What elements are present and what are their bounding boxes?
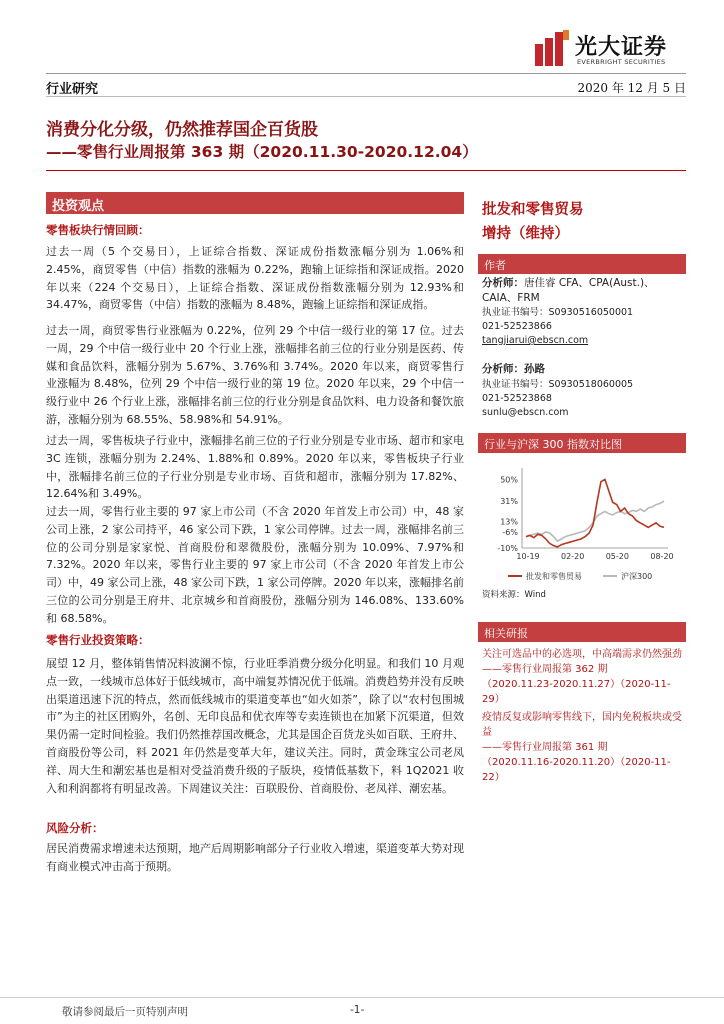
chart-x-tick-label: 02-20 — [561, 552, 585, 561]
analyst-2-label: 分析师： — [482, 363, 524, 375]
industry-rating: 增持（维持） — [482, 226, 569, 242]
footer-divider — [0, 997, 724, 998]
analyst-2-cert: 执业证书编号：S0930518060005 — [482, 379, 634, 390]
author-bar — [478, 254, 686, 274]
chart-svg — [478, 456, 688, 591]
footer-disclaimer: 敬请参阅最后一页特别声明 — [62, 1006, 188, 1018]
report-category: 行业研究 — [46, 82, 99, 97]
chart-legend-label: 批发和零售贸易 — [526, 572, 582, 581]
analyst-1-name: 唐佳睿 CFA、CPA(Aust.)、CAIA、FRM — [482, 277, 655, 304]
risk-heading: 风险分析： — [46, 821, 104, 835]
chart-x-tick-label: 10-19 — [516, 552, 540, 561]
analyst-2-line — [482, 362, 545, 377]
chart-series-line-retail — [526, 479, 664, 547]
paragraph-strategy: 展望 12 月，整体销售情况料波澜不惊，行业旺季消费分级分化明显。和我们 10 月观点一致，一线城市总体好于低线城市，高中端复苏情况优于低端。消费趋势并没有反映出渠道迅速下沉的特点，然而低线城市的渠道变革也“如火如荼”，除了以“农村包围城市”为主的社区团购外，名创、无印良品和优衣库等专卖连锁也在加紧下沉渠道，但效果仍需一定时间检验。我们仍然推荐国改概念，尤其是国企百货龙头如百联、王府井、首商股份等公司，料 2021 年仍然是变革大年，建议关注。同时，黄金珠宝公司老凤祥、周大生和潮宏基也是相对受益消费升级的子版块，疫情低基数下，料 1Q2021 收入和利润都将有明显改善。下周建议关注：百联股份、首商股份、老凤祥、潮宏基。 — [46, 657, 464, 795]
author-bar-label: 作者 — [484, 259, 506, 272]
everbright-logo-icon — [535, 30, 569, 66]
chart-legend-label: 沪深300 — [621, 572, 653, 581]
chart-x-tick-label: 05-20 — [605, 552, 629, 561]
page-number: -1- — [350, 1004, 365, 1016]
chart-y-tick-label: 13% — [500, 517, 518, 527]
related-report-1-title: 关注可选品中的必选项，中高端需求仍然强劲 — [482, 649, 682, 660]
index-comparison-chart — [478, 456, 688, 591]
analyst-1-label: 分析师： — [482, 277, 524, 289]
analyst-1-line — [482, 276, 688, 305]
paragraph-risk: 居民消费需求增速未达预期，地产后周期影响部分子行业收入增速，渠道变革大势对现有商业模式冲击高于预期。 — [46, 842, 464, 873]
analyst-1-email[interactable]: tangjiarui@ebscn.com — [482, 335, 589, 346]
related-report-1-date: （2020.11.23-2020.11.27）（2020-11-29） — [482, 679, 671, 705]
analyst-2-email[interactable]: sunlu@ebscn.com — [482, 407, 569, 418]
strategy-heading: 零售行业投资策略： — [46, 633, 150, 647]
chart-source: 资料来源：Wind — [482, 590, 546, 600]
analyst-1-cert: 执业证书编号：S0930516050001 — [482, 307, 634, 318]
paragraph-industry-ranking: 过去一周，商贸零售行业涨幅为 0.22%，位列 29 个中信一级行业的第 17 位。过去一周，29 个中信一级行业中 20 个行业上涨，涨幅排名前三位的行业分别是医药、传媒和食品饮料，涨幅分别为 5.67%、3.76%和 3.74%。2020 年以来，商贸零售行业涨幅为 8.48%，位列 29 个中信一级行业的第 19 位。2020 年以来，29 个中信一级行业中 26 个行业上涨，涨幅排名前三位的行业分别是食品饮料、电力设备和餐饮旅游，涨幅分别为 68.55%、58.98%和 54.91%。 — [46, 324, 464, 426]
related-report-2-date: （2020.11.16-2020.11.20）（2020-11-22） — [482, 757, 671, 783]
analyst-1-phone: 021-52523866 — [482, 321, 552, 332]
section-header-bar — [46, 192, 464, 214]
related-reports-label: 相关研报 — [484, 627, 528, 640]
report-subtitle: ——零售行业周报第 363 期（2020.11.30-2020.12.04） — [46, 143, 478, 161]
review-heading: 零售板块行情回顾： — [46, 223, 150, 237]
related-report-2-sub: ——零售行业周报第 361 期 — [482, 742, 608, 753]
paragraph-subsector: 过去一周，零售板块子行业中，涨幅排名前三位的子行业分别是专业市场、超市和家电 3C 连锁，涨幅分别为 2.24%、1.88%和 0.89%。2020 年以来，零售板块子行业中，涨幅排名前三位的子行业分别是专业市场、百货和超市，涨幅分别为 17.82%、12.64%和 3.49%。 — [46, 434, 464, 501]
analyst-2-phone: 021-52523868 — [482, 393, 552, 404]
chart-y-tick-label: 31% — [500, 497, 518, 507]
brand-logo — [535, 26, 710, 70]
chart-y-tick-label: -10% — [497, 544, 518, 553]
chart-y-tick-label: 50% — [500, 475, 518, 485]
category-divider — [46, 96, 686, 97]
chart-x-tick-label: 08-20 — [650, 552, 674, 561]
title-divider — [46, 170, 686, 171]
related-report-2-title: 疫情反复或影响零售线下，国内免税板块或受益 — [482, 712, 682, 738]
chart-series-line-hs300 — [526, 501, 664, 541]
header-divider — [46, 73, 686, 74]
report-date: 2020 年 12 月 5 日 — [577, 81, 686, 95]
paragraph-market-review: 过去一周（5 个交易日），上证综合指数、深证成份指数涨幅分别为 1.06%和 2.45%，商贸零售（中信）指数的涨幅为 0.22%，跑输上证综指和深证成指。2020 年以来（224 个交易日），上证综合指数、深证成份指数涨幅分别为 12.93%和 34.47%，商贸零售（中信）指数的涨幅为 8.48%，跑输上证综指和深证成指。 — [46, 245, 464, 312]
logo-text-cn: 光大证券 — [575, 35, 668, 60]
related-report-2[interactable] — [482, 710, 688, 785]
report-title: 消费分化分级，仍然推荐国企百货股 — [46, 120, 318, 140]
paragraph-companies: 过去一周，零售行业主要的 97 家上市公司（不含 2020 年首发上市公司）中，48 家公司上涨，2 家公司持平，46 家公司下跌，1 家公司停牌。过去一周，涨幅排名前三位的公司分别是家家悦、首商股份和翠微股份，涨幅分别为 10.09%、7.97%和 7.32%。2020 年以来，零售行业主要的 97 家上市公司（不含 2020 年首发上市公司）中，49 家公司上涨，48 家公司下跌，1 家公司停牌。2020 年以来，涨幅排名前三位的公司分别是王府井、北京城乡和首商股份，涨幅分别为 146.08%、133.60%和 68.58%。 — [46, 505, 464, 625]
related-report-1-sub: ——零售行业周报第 362 期 — [482, 664, 608, 675]
section-header-label: 投资观点 — [52, 195, 104, 214]
analyst-2-name: 孙路 — [524, 363, 545, 375]
logo-text-en: EVERBRIGHT SECURITIES — [577, 58, 666, 66]
related-report-1[interactable] — [482, 647, 688, 707]
chart-bar-label: 行业与沪深 300 指数对比图 — [484, 438, 622, 451]
industry-name: 批发和零售贸易 — [482, 202, 584, 218]
chart-y-tick-label: -6% — [502, 528, 518, 537]
